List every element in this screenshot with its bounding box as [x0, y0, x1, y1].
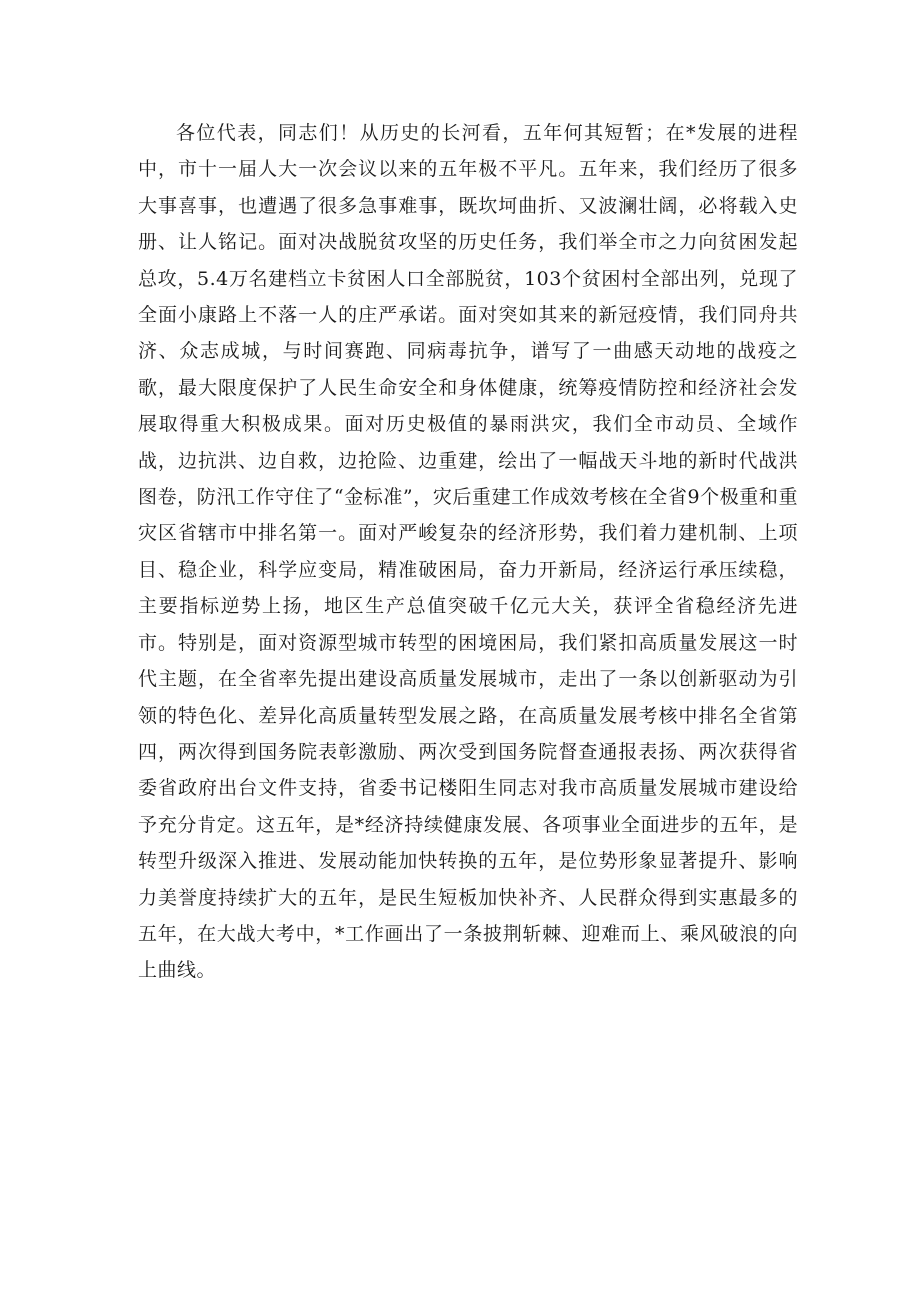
paragraph: 各位代表，同志们！从历史的长河看，五年何其短暂；在*发展的进程中，市十一届人大一次会议以来的五年极不平凡。五年来，我们经历了很多大事喜事，也遭遇了很多急事难事，既坎坷曲折、又波澜壮阔，必将载入史册、让人铭记。面对决战脱贫攻坚的历史任务，我们举全市之力向贫困发起总攻，5.4万名建档立卡贫困人口全部脱贫，103个贫困村全部出列，兑现了全面小康路上不落一人的庄严承诺。面对突如其来的新冠疫情，我们同舟共济、众志成城，与时间赛跑、同病毒抗争，谱写了一曲感天动地的战疫之歌，最大限度保护了人民生命安全和身体健康，统筹疫情防控和经济社会发展取得重大积极成果。面对历史极值的暴雨洪灾，我们全市动员、全域作战，边抗洪、边自救，边抢险、边重建，绘出了一幅战天斗地的新时代战洪图卷，防汛工作守住了“金标准”，灾后重建工作成效考核在全省9个极重和重灾区省辖市中排名第一。面对严峻复杂的经济形势，我们着力建机制、上项目、稳企业，科学应变局，精准破困局，奋力开新局，经济运行承压续稳，主要指标逆势上扬，地区生产总值突破千亿元大关，获评全省稳经济先进市。特别是，面对资源型城市转型的困境困局，我们紧扣高质量发展这一时代主题，在全省率先提出建设高质量发展城市，走出了一条以创新驱动为引领的特色化、差异化高质量转型发展之路，在高质量发展考核中排名全省第四，两次得到国务院表彰激励、两次受到国务院督查通报表扬、两次获得省委省政府出台文件支持，省委书记楼阳生同志对我市高质量发展城市建设给予充分肯定。这五年，是*经济持续健康发展、各项事业全面进步的五年，是转型升级深入推进、发展动能加快转换的五年，是位势形象显著提升、影响力美誉度持续扩大的五年，是民生短板加快补齐、人民群众得到实惠最多的五年，在大战大考中，*工作画出了一条披荆斩棘、迎难而上、乘风破浪的向上曲线。 [138, 122, 798, 982]
document-body [138, 115, 798, 989]
